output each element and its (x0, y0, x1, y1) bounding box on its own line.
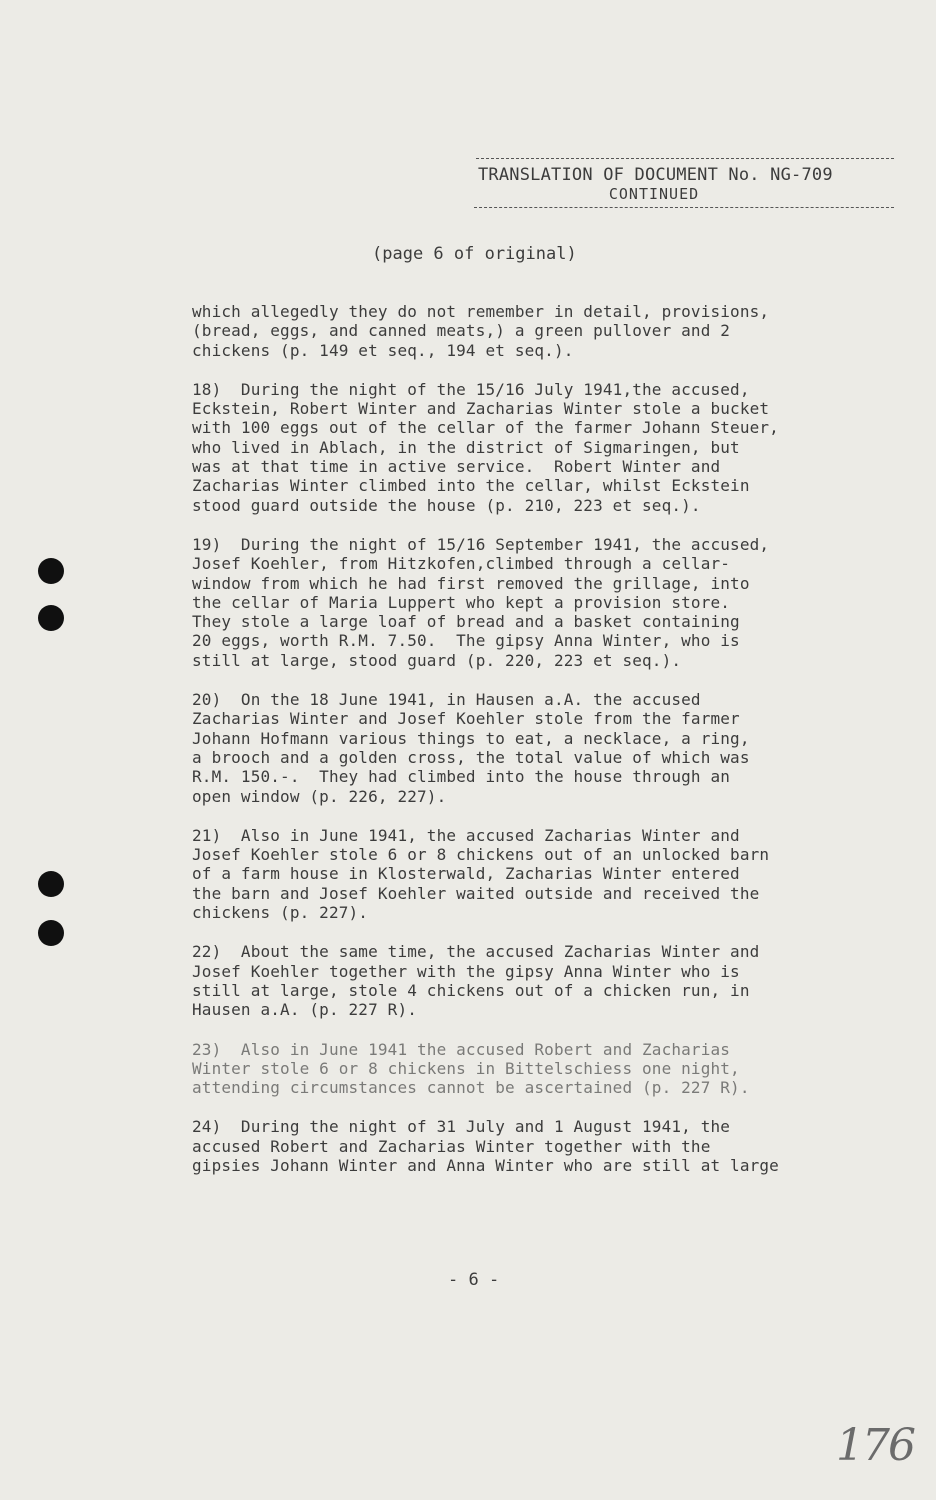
paragraph-24: 24) During the night of 31 July and 1 August 1941, the accused Robert and Zacharias Winter together with the gipsies Johann Winter and Anna Winter who are still at large (192, 1117, 779, 1175)
punch-hole-1 (38, 558, 64, 584)
punch-hole-3 (38, 871, 64, 897)
original-page-reference: (page 6 of original) (372, 244, 577, 264)
page-number: - 6 - (448, 1270, 500, 1290)
document-continued-label: CONTINUED (608, 185, 700, 203)
header-top-rule (476, 158, 894, 159)
punch-hole-2 (38, 605, 64, 631)
paragraph-23: 23) Also in June 1941 the accused Robert and Zacharias Winter stole 6 or 8 chickens in Bittelschiess one night, attending circumstances cannot be ascertained (p. 227 R). (192, 1039, 750, 1098)
body-text (192, 302, 892, 1195)
paragraph-19: 19) During the night of 15/16 September 1941, the accused, Josef Koehler, from Hitzkofen,climbed through a cellar- window from which he had first removed the grillage, into the cellar of Maria Luppert who kept a provision store. They stole a large loaf of bread and a basket containing 20 eggs, worth R.M. 7.50. The gipsy Anna Winter, who is still at large, stood guard (p. 220, 223 et seq.). (192, 534, 770, 670)
paragraph-21: 21) Also in June 1941, the accused Zacharias Winter and Josef Koehler stole 6 or 8 chickens out of an unlocked barn of a farm house in Klosterwald, Zacharias Winter entered the barn and Josef Koehler waited outside and received the chickens (p. 227). (192, 825, 770, 923)
paragraph-20: 20) On the 18 June 1941, in Hausen a.A. the accused Zacharias Winter and Josef Koehler stole from the farmer Johann Hofmann various things to eat, a necklace, a ring, a brooch and a golden cross, the total value of which was R.M. 150.-. They had climbed into the house through an open window (p. 226, 227). (192, 690, 750, 806)
document-header (474, 158, 894, 208)
paragraph-18: 18) During the night of the 15/16 July 1941,the accused, Eckstein, Robert Winter and Zacharias Winter stole a bucket with 100 eggs out of the cellar of the farmer Johann Steuer, who lived in Ablach, in the district of Sigmaringen, but was at that time in active service. Robert Winter and Zacharias Winter climbed into the cellar, whilst Eckstein stood guard outside the house (p. 210, 223 et seq.). (192, 379, 779, 515)
handwritten-page-number: 176 (836, 1420, 914, 1471)
punch-hole-4 (38, 920, 64, 946)
paragraph-22: 22) About the same time, the accused Zacharias Winter and Josef Koehler together with the gipsy Anna Winter who is still at large, stole 4 chickens out of a chicken run, in Hausen a.A. (p. 227 R). (192, 942, 760, 1020)
paragraph-continuation: which allegedly they do not remember in detail, provisions, (bread, eggs, and canned meats,) a green pullover and 2 chickens (p. 149 et seq., 194 et seq.). (192, 302, 770, 360)
header-bottom-rule (474, 207, 894, 208)
document-title: TRANSLATION OF DOCUMENT No. NG-709 (478, 165, 833, 185)
